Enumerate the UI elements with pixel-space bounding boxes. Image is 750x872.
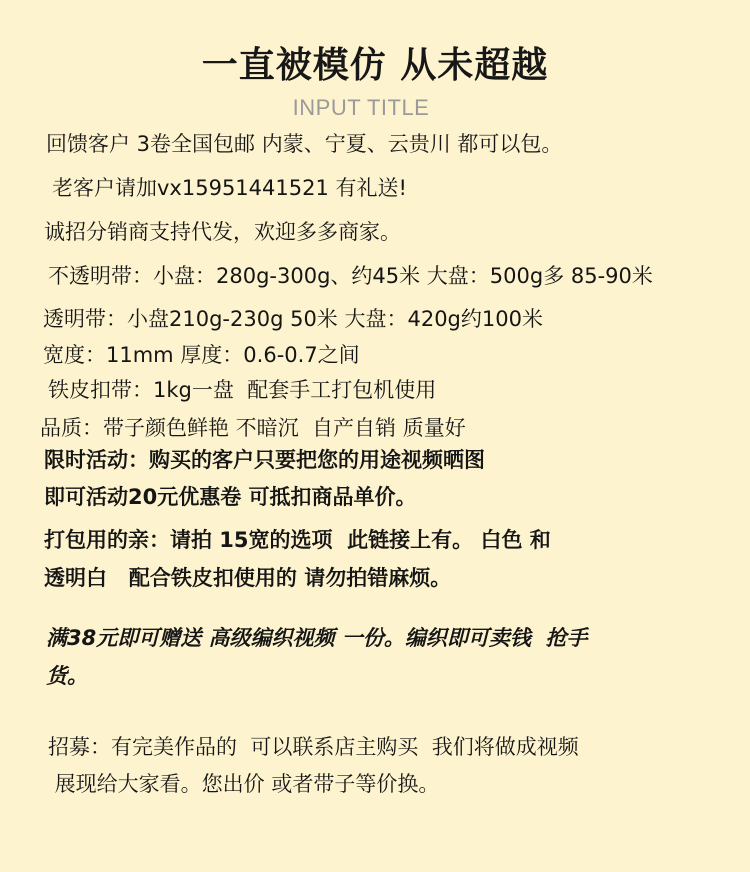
page-subtitle: INPUT TITLE <box>292 95 430 120</box>
page-title: 一直被模仿 从未超越 <box>201 45 549 86</box>
packing-note-line-1: 打包用的亲：请拍 15宽的选项 此链接上有。 白色 和 <box>44 528 551 552</box>
contact-line: 老客户请加vx15951441521 有礼送! <box>52 176 407 200</box>
gift-offer-line-1: 满38元即可赠送 高级编织视频 一份。编织即可卖钱 抢手 <box>46 626 588 650</box>
packing-note-line-2: 透明白 配合铁皮扣使用的 请勿拍错麻烦。 <box>44 566 452 590</box>
opaque-strap-spec-line: 不透明带：小盘：280g-300g、约45米 大盘：500g多 85-90米 <box>48 264 653 288</box>
promo-line-2: 即可活动20元优惠卷 可抵扣商品单价。 <box>44 485 417 509</box>
recruit-line-2: 展现给大家看。您出价 或者带子等价换。 <box>48 772 440 796</box>
metal-buckle-line: 铁皮扣带：1kg一盘 配套手工打包机使用 <box>48 378 437 402</box>
dimensions-line: 宽度：11mm 厚度：0.6-0.7之间 <box>43 343 360 367</box>
gift-offer-line-2: 货。 <box>46 664 88 688</box>
shipping-offer-line: 回馈客户 3卷全国包邮 内蒙、宁夏、云贵川 都可以包。 <box>46 132 563 156</box>
recruit-line-1: 招募：有完美作品的 可以联系店主购买 我们将做成视频 <box>48 735 579 759</box>
distributor-line: 诚招分销商支持代发，欢迎多多商家。 <box>44 220 401 244</box>
transparent-strap-spec-line: 透明带：小盘210g-230g 50米 大盘：420g约100米 <box>43 307 543 331</box>
promo-line-1: 限时活动：购买的客户只要把您的用途视频晒图 <box>44 448 485 472</box>
quality-line: 品质：带子颜色鲜艳 不暗沉 自产自销 质量好 <box>40 416 466 440</box>
